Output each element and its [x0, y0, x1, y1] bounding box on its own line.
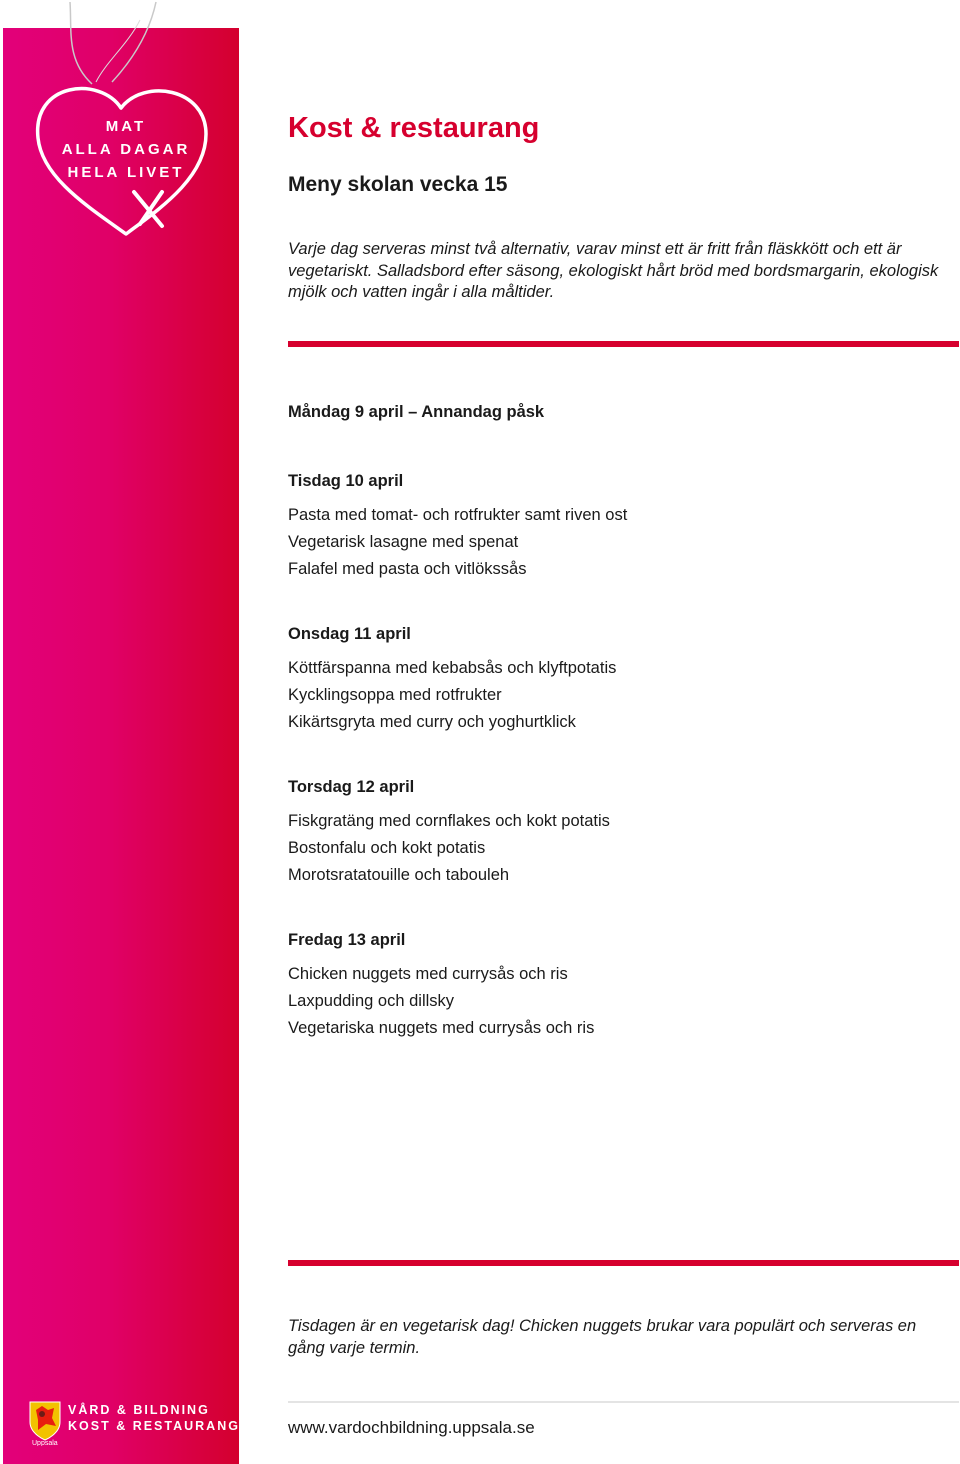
logo-line-1: MAT: [105, 118, 147, 135]
intro-text: Varje dag serveras minst två alternativ, varav minst ett är fritt från fläskkött och ett är vegetariskt. Salladsbord efter säsong, ekologiskt hårt bröd med bordsmargarin, ekologisk mjölk och vatten ingår i alla måltider.: [288, 240, 939, 301]
heart-fork-knife-icon: [30, 78, 212, 238]
crest-text: Uppsala: [32, 1440, 58, 1446]
day-title: Fredag 13 april: [288, 931, 406, 949]
logo-line-2: ALLA DAGAR: [61, 141, 191, 158]
dish-item: Fiskgratäng med cornflakes och kokt potatis: [288, 812, 610, 830]
dish-item: Köttfärspanna med kebabsås och klyftpotatis: [288, 659, 617, 677]
page-title: Kost & restaurang: [288, 112, 540, 144]
footer-org-line-1: VÅRD & BILDNING: [68, 1403, 210, 1417]
dish-item: Pasta med tomat- och rotfrukter samt riven ost: [288, 506, 628, 524]
dish-item: Vegetariska nuggets med currysås och ris: [288, 1019, 595, 1037]
day-thursday: [288, 778, 948, 889]
divider-top: [288, 341, 959, 347]
dish-item: Vegetarisk lasagne med spenat: [288, 533, 519, 551]
day-tuesday: [288, 472, 948, 583]
dish-item: Laxpudding och dillsky: [288, 992, 455, 1010]
dish-item: Morotsratatouille och tabouleh: [288, 866, 510, 884]
logo-line-3: HELA LIVET: [67, 164, 185, 181]
day-title: Torsdag 12 april: [288, 778, 415, 796]
dish-item: Chicken nuggets med currysås och ris: [288, 965, 568, 983]
footer-org-line-2: KOST & RESTAURANG: [68, 1419, 240, 1433]
day-title: Måndag 9 april – Annandag påsk: [288, 403, 545, 421]
website-link[interactable]: www.vardochbildning.uppsala.se: [288, 1418, 535, 1437]
day-title: Tisdag 10 april: [288, 472, 404, 490]
day-title: Onsdag 11 april: [288, 625, 411, 643]
dish-item: Bostonfalu och kokt potatis: [288, 839, 486, 857]
sidebar-band: [3, 28, 239, 1464]
divider-bottom: [288, 1260, 959, 1266]
dish-item: Kycklingsoppa med rotfrukter: [288, 686, 502, 704]
dish-item: Kikärtsgryta med curry och yoghurtklick: [288, 713, 576, 731]
dish-item: Falafel med pasta och vitlökssås: [288, 560, 527, 578]
day-monday: [288, 403, 948, 433]
day-wednesday: [288, 625, 948, 736]
footnote-text: Tisdagen är en vegetarisk dag! Chicken nuggets brukar vara populärt och serveras en gång varje termin.: [288, 1317, 917, 1357]
divider-footer: [288, 1401, 959, 1403]
day-friday: [288, 931, 948, 1042]
menu-subtitle: Meny skolan vecka 15: [288, 173, 508, 196]
